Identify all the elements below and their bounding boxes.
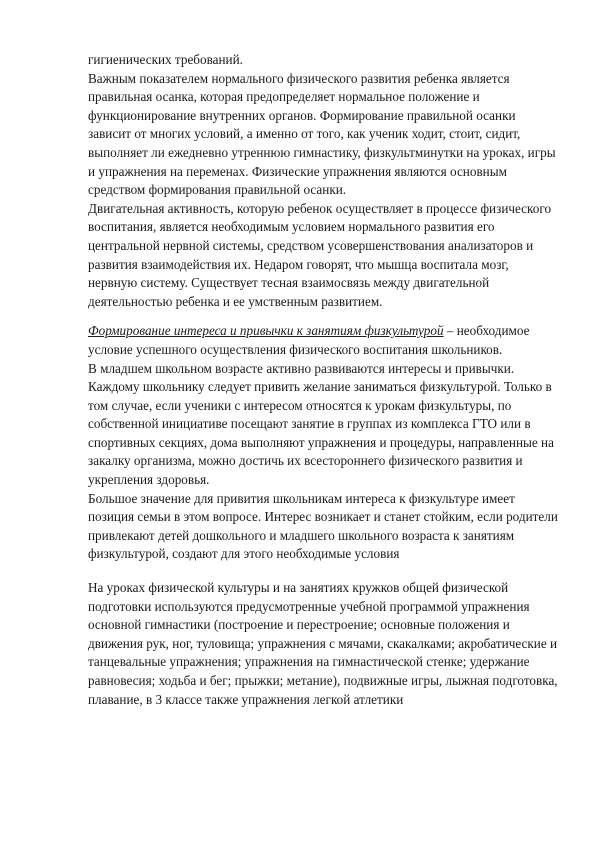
paragraph-gap (88, 564, 558, 579)
paragraph-interest-text: – необходимое условие успешного осуществления физического воспитания школьников. (88, 323, 530, 357)
paragraph-motor-activity: Двигательная активность, которую ребенок осуществляет в процессе физического воспитания, является необходимым условием нормального развития его центральной нервной системы, средством усовершенствования анализаторов и развития взаимодействия их. Недаром говорят, что мышца воспитала мозг, нервную систему. Существует тесная взаимосвязь между двигательной деятельностью ребенка и ее умственным развитием. (88, 200, 552, 309)
paragraph-gap (88, 311, 558, 322)
paragraph-interests-habits: В младшем школьном возрасте активно развиваются интересы и привычки. Каждому школьнику следует привить желание заниматься физкультурой. Только в том случае, если ученики с интересом относятся к урокам физкультуры, по собственной инициативе посещают занятие в группах из комплекса ГТО или в спортивных секциях, дома выполняют упражнения и процедуры, направленные на закалку организма, можно достичь их всестороннего физического развития и укрепления здоровья. (88, 360, 554, 488)
emphasized-heading: Формирование интереса и привычки к занятиям физкультурой (88, 323, 444, 339)
paragraph-family-role: Большое значение для привития школьникам интереса к физкультуре имеет позиция семьи в этом вопросе. Интерес возникает и станет стойким, если родители привлекают детей дошкольного и младшего школьного возраста к занятиям физкультурой, создают для этого необходимые условия (88, 490, 558, 562)
paragraph-posture: Важным показателем нормального физического развития ребенка является правильная осанка, которая предопределяет нормальное положение и функционирование внутренних органов. Формирование правильной осанки зависит от многих условий, а именно от того, как ученик ходит, стоит, сидит, выполняет ли ежедневно утреннюю гимнастику, физкультминутки на уроках, игры и упражнения на переменах. Физические упражнения являются основным средством формирования правильной осанки. (88, 70, 556, 198)
paragraph-lessons-exercises: На уроках физической культуры и на занятиях кружков общей физической подготовки используются предусмотренные учебной программой упражнения основной гимнастики (построение и перестроение; основные положения и движения рук, ног, туловища; упражнения с мячами, скакалками; акробатические и танцевальные упражнения; упражнения на гимнастической стенке; удержание равновесия; ходьба и бег; прыжки; метание), подвижные игры, лыжная подготовка, плавание, в 3 классе также упражнения легкой атлетики (88, 580, 558, 707)
paragraph-hygiene-requirements: гигиенических требований. (88, 52, 243, 67)
document-page (88, 51, 558, 709)
paragraph-interest-formation (88, 322, 558, 359)
